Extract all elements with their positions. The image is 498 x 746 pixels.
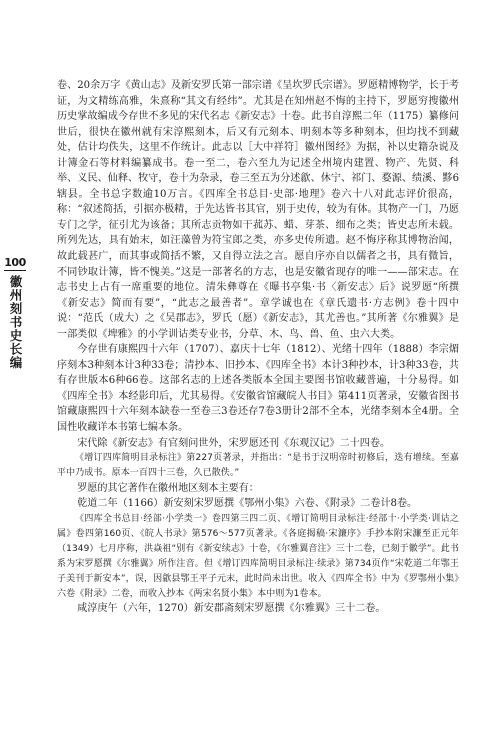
note-dongguan-hanji: 《增订四库简明目录标注》第227页著录，并指出：“是书于汉明帝时初修后，迭有增续。至嘉平中乃成书。原本一百四十三卷，久已散佚。”: [57, 453, 459, 479]
note-ezhou-xiaoji: 《四库全书总目·经部·小学类一》卷四第三四二页、《增订简明目录标注·经部十·小学类·训诂之属》卷四第160页、《皖人书录》第576～577页著录。《各庭揭稿·宋濂序》手抄本附宋濂至正元年（1349）七月序称，洪焱祖“别有《新安续志》十卷，《尔雅翼音注》三十二卷，已刻于徽学”。此书系为宋罗愿撰《尔雅翼》所作注音。但《增订四库简明目录标注·续录》第734页作“宋乾道二年鄂王子美刊于新安本”，误，因歙县鄂王平子元末，此时尚未出世。收入《四库全书》中为《罗鄂州小集》六卷《附录》二卷，而收入抄本《两宋名贤小集》本中则为1卷本。: [57, 514, 459, 599]
page-body: [57, 78, 459, 617]
page-number: 100: [4, 256, 26, 269]
running-book-title: 徽州刻书史长编: [8, 275, 23, 370]
paragraph-editions: 今存世有康熙四十六年（1707）、嘉庆十七年（1812）、光绪十四年（1888）李宗煝序刻本3种刻本计3种33卷；清抄本、旧抄本、《四库全书》本计3种抄本，计3种33卷，共有存世版本6种66卷。这部名志的上述各类版本全国主要图书馆收藏普遍，十分易得。如《四库全书》本经影印后，尤其易得。《安徽省馆藏皖人书目》第411页著录，安徽省图书馆藏康熙四十六年刻本缺卷一至卷三3卷还存7卷3册计2部不全本，光绪李刻本全4册。全国性收藏详本书第七编本条。: [57, 344, 459, 434]
paragraph-dongguan-hanji: 宋代除《新安志》有官刻问世外，宋罗愿还刊《东观汉记》二十四卷。: [77, 437, 391, 449]
page-margin: [4, 256, 26, 370]
paragraph-other-works: 罗愿的其它著作在徽州地区刻本主要有：: [77, 482, 259, 494]
paragraph-xinan-zhi: 卷、20余万字《黄山志》及新安罗氏第一部宗谱《呈坎罗氏宗谱》。罗愿精博物学，长于考证，为文精练高雅，朱熹称“其文有经纬”。尤其是在知州赵不悔的主持下，罗愿穷搜徽州历史掌故编成今存世不多见的宋代名志《新安志》十卷。此书自淳熙二年（1175）纂修问世后，很快在徽州就有宋淳熙刻本，后又有元刻本、明刻本等多种刻本，但均找不到藏处，估计均佚失，这里不作统计。此志以［大中祥符］徽州图经》为据，补以史籍杂说及计簿金石等材料编纂成书。卷一至二，卷六至九为记述全州境内建置、物产、先贤、科举、义民、仙释、牧守，卷十为杂录，卷三至五为分述歙、休宁、祁门、婺源、绩溪、黟6辖县。全书总字数逾10万言。《四库全书总目·史部·地理》卷六十八对此志评价很高，称：“叙述简括，引据亦极精，于先达皆书其官，别于史传，较为有体。其物产一门，乃愿专门之学，征引尤为该备；其所志贡物如干菰苏、蜡、芽茶、细布之类；皆史志所未载。所列先达，具有始末，如汪藻曾为符宝郎之类，亦多史传所遗。赵不悔序称其博物治闻，故此载甚广，而其事或简括不繁，又自得立法之言。愿自序亦自以儒者之书，具有微旨，不同钞取计簿，皆不愧美。”这是一部著名的方志，也是安徽省现存的唯一——部宋志。在志书史上占有一席重要的地位。清朱彝尊在《曝书亭集·书〈新安志〉后》说罗愿“所撰《新安志》简而有要”，“此志之最善者”。章学诚也在《章氏遗书·方志例》卷十四中说：“范氏（成大）之《吴郡志》，罗氏（愿）《新安志》，其尤善也。”其所著《尔雅翼》是一部类似《埤雅》的小学训诂类专业书，分草、木、鸟、兽、鱼、虫六大类。: [57, 80, 459, 340]
paragraph-erya-yi: 咸淳庚午（六年，1270）新安郡斋刻宋罗愿撰《尔雅翼》三十二卷。: [77, 603, 386, 615]
paragraph-ezhou-xiaoji: 乾道二年（1166）新安刻宋罗愿撰《鄂州小集》六卷、《附录》二卷计8卷。: [77, 498, 418, 510]
